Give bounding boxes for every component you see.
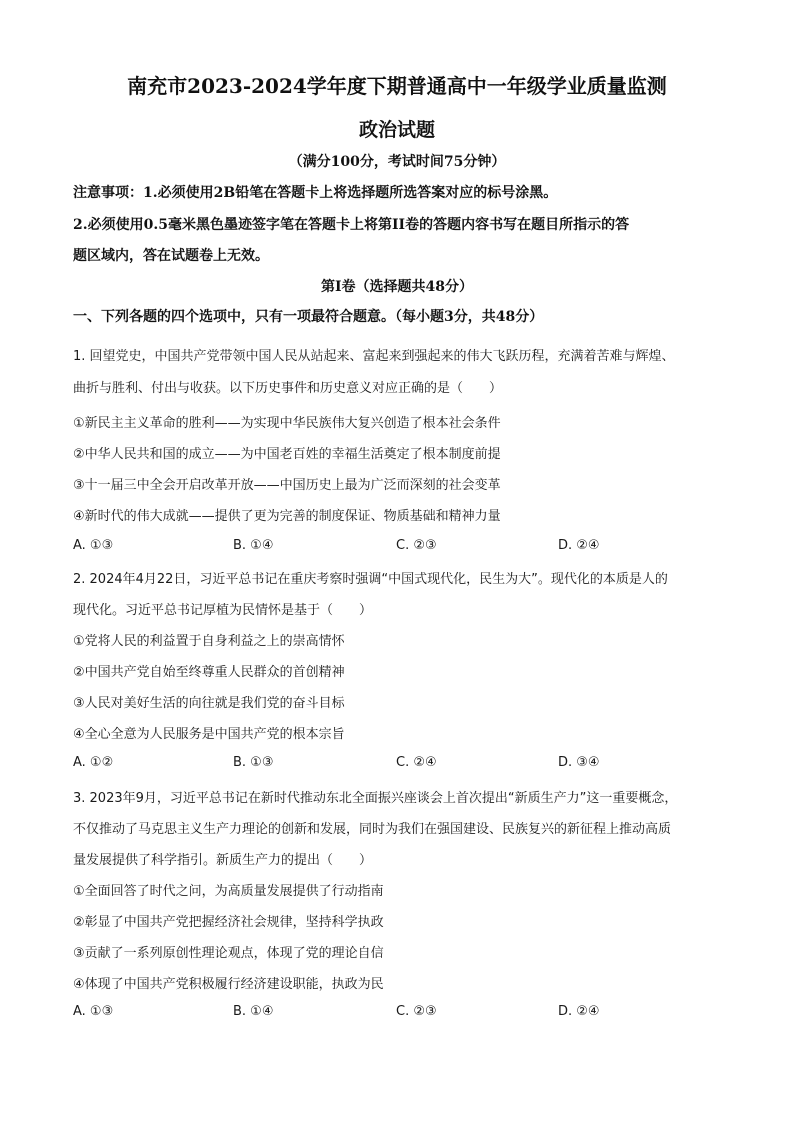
question-1-option-a: A. ①③ (73, 538, 114, 553)
page-title: 南充市2023-2024学年度下期普通高中一年级学业质量监测 (127, 74, 667, 98)
question-2-option-d: D. ③④ (558, 755, 600, 770)
question-3-option-c: C. ②③ (396, 1004, 437, 1019)
question-1-option-d: D. ②④ (558, 538, 600, 553)
question-2-option-b: B. ①③ (233, 755, 274, 770)
question-2-option-a: A. ①② (73, 755, 114, 770)
question-3-statement-2: ②彰显了中国共产党把握经济社会规律，坚持科学执政 (73, 915, 384, 930)
question-3-statement-3: ③贡献了一系列原创性理论观点，体现了党的理论自信 (73, 946, 384, 961)
question-3-stem-line-3: 量发展提供了科学指引。新质生产力的提出（ ） (73, 853, 373, 868)
question-2-stem-line-2: 现代化。习近平总书记厚植为民情怀是基于（ ） (73, 603, 373, 618)
question-1-option-b: B. ①④ (233, 538, 274, 553)
question-2-statement-1: ①党将人民的利益置于自身利益之上的崇高情怀 (73, 634, 345, 649)
notice-line-1: 注意事项：1.必须使用2B铅笔在答题卡上将选择题所选答案对应的标号涂黑。 (73, 185, 558, 201)
question-1-statement-3: ③十一届三中全会开启改革开放——中国历史上最为广泛而深刻的社会变革 (73, 478, 501, 493)
subject-title: 政治试题 (358, 119, 435, 141)
notice-line-2: 2.必须使用0.5毫米黑色墨迹签字笔在答题卡上将第II卷的答题内容书写在题目所指示的答 (73, 217, 630, 233)
question-3-option-a: A. ①③ (73, 1004, 114, 1019)
question-1-statement-4: ④新时代的伟大成就——提供了更为完善的制度保证、物质基础和精神力量 (73, 509, 501, 524)
question-3-stem-line-2: 不仅推动了马克思主义生产力理论的创新和发展，同时为我们在强国建设、民族复兴的新征程上推动高质 (73, 822, 672, 837)
question-2-option-c: C. ②④ (396, 755, 437, 770)
section-title: 第Ⅰ卷（选择题共48分） (320, 279, 474, 295)
question-2-statement-4: ④全心全意为人民服务是中国共产党的根本宗旨 (73, 727, 345, 742)
question-3-stem-line-1: 3. 2023年9月，习近平总书记在新时代推动东北全面振兴座谈会上首次提出“新质生产力”这一重要概念， (73, 791, 678, 806)
question-2-statement-2: ②中国共产党自始至终尊重人民群众的首创精神 (73, 665, 345, 680)
notice-line-3: 题区域内，答在试题卷上无效。 (73, 248, 269, 264)
question-3-option-d: D. ②④ (558, 1004, 600, 1019)
section-instruction: 一、下列各题的四个选项中，只有一项最符合题意。（每小题3分，共48分） (73, 309, 544, 325)
question-1-stem-line-2: 曲折与胜利、付出与收获。以下历史事件和历史意义对应正确的是（ ） (73, 381, 503, 396)
exam-info: （满分100分，考试时间75分钟） (288, 154, 506, 170)
question-1-statement-2: ②中华人民共和国的成立——为中国老百姓的幸福生活奠定了根本制度前提 (73, 447, 501, 462)
question-1-statement-1: ①新民主主义革命的胜利——为实现中华民族伟大复兴创造了根本社会条件 (73, 416, 501, 431)
question-3-statement-4: ④体现了中国共产党积极履行经济建设职能，执政为民 (73, 977, 384, 992)
question-1-stem-line-1: 1. 回望党史，中国共产党带领中国人民从站起来、富起来到强起来的伟大飞跃历程，充满着苦难与辉煌、 (73, 349, 675, 364)
question-2-stem-line-1: 2. 2024年4月22日，习近平总书记在重庆考察时强调“中国式现代化，民生为大”。现代化的本质是人的 (73, 572, 668, 587)
question-1-option-c: C. ②③ (396, 538, 437, 553)
question-3-statement-1: ①全面回答了时代之问，为高质量发展提供了行动指南 (73, 884, 384, 899)
question-2-statement-3: ③人民对美好生活的向往就是我们党的奋斗目标 (73, 696, 345, 711)
question-3-option-b: B. ①④ (233, 1004, 274, 1019)
